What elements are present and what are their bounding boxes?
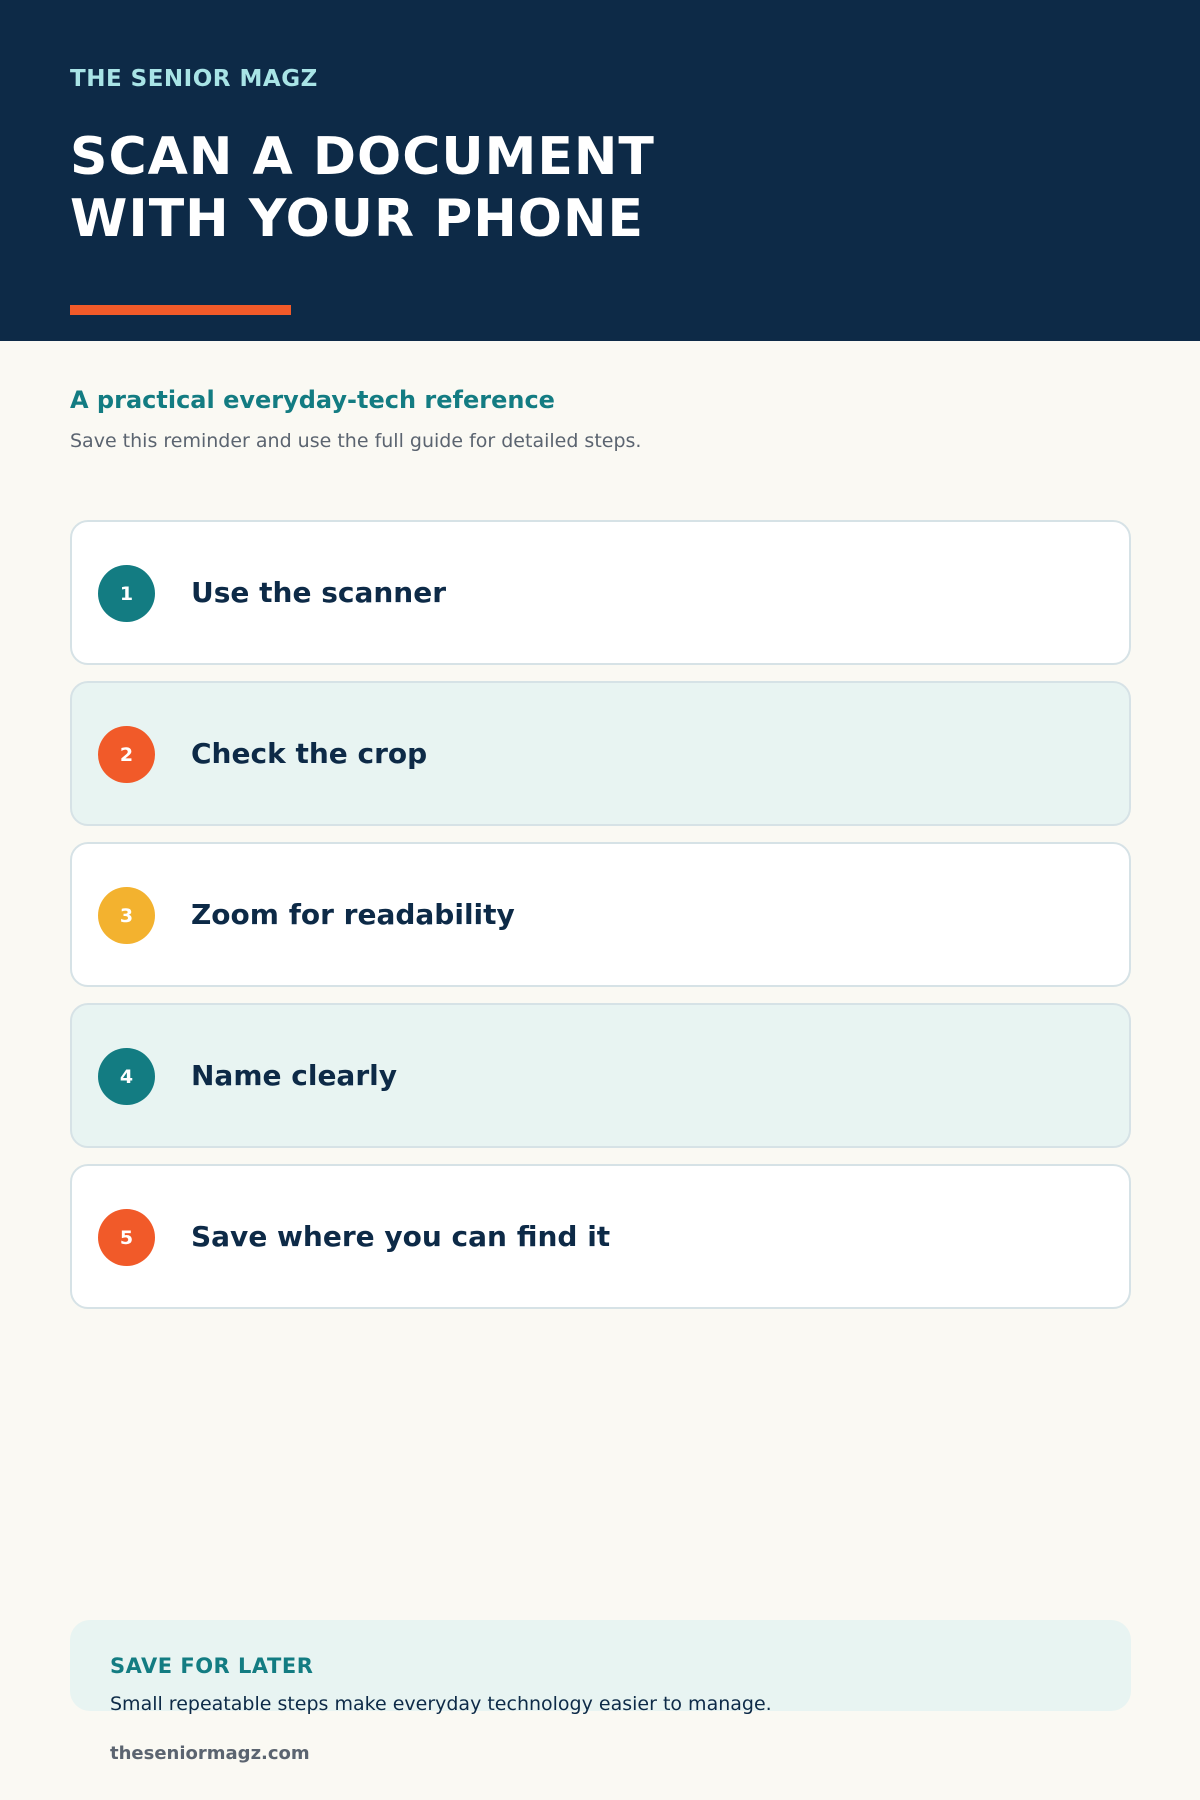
step-label: Save where you can find it <box>191 1220 611 1253</box>
step-card-2 <box>70 681 1131 826</box>
page-title-line-2: WITH YOUR PHONE <box>70 189 645 249</box>
step-card-1 <box>70 520 1131 665</box>
step-label: Zoom for readability <box>191 898 515 931</box>
step-number-badge: 3 <box>98 887 155 944</box>
subtitle: A practical everyday-tech reference <box>70 386 555 414</box>
intro-text: Save this reminder and use the full guide for detailed steps. <box>70 430 642 452</box>
step-number-badge: 4 <box>98 1048 155 1105</box>
step-label: Name clearly <box>191 1059 397 1092</box>
step-card-3 <box>70 842 1131 987</box>
page-title-line-1: SCAN A DOCUMENT <box>70 127 655 187</box>
brand-name: THE SENIOR MAGZ <box>70 66 318 92</box>
steps-list <box>70 520 1131 1325</box>
site-url: theseniormagz.com <box>110 1743 310 1764</box>
save-for-later-title: SAVE FOR LATER <box>110 1654 314 1678</box>
step-number-badge: 2 <box>98 726 155 783</box>
step-number-badge: 5 <box>98 1209 155 1266</box>
step-label: Check the crop <box>191 737 428 770</box>
step-number-badge: 1 <box>98 565 155 622</box>
step-label: Use the scanner <box>191 576 447 609</box>
header-banner <box>0 0 1200 341</box>
save-for-later-text: Small repeatable steps make everyday technology easier to manage. <box>110 1693 772 1715</box>
step-card-5 <box>70 1164 1131 1309</box>
accent-divider <box>70 305 291 315</box>
step-card-4 <box>70 1003 1131 1148</box>
page-title <box>70 126 655 250</box>
